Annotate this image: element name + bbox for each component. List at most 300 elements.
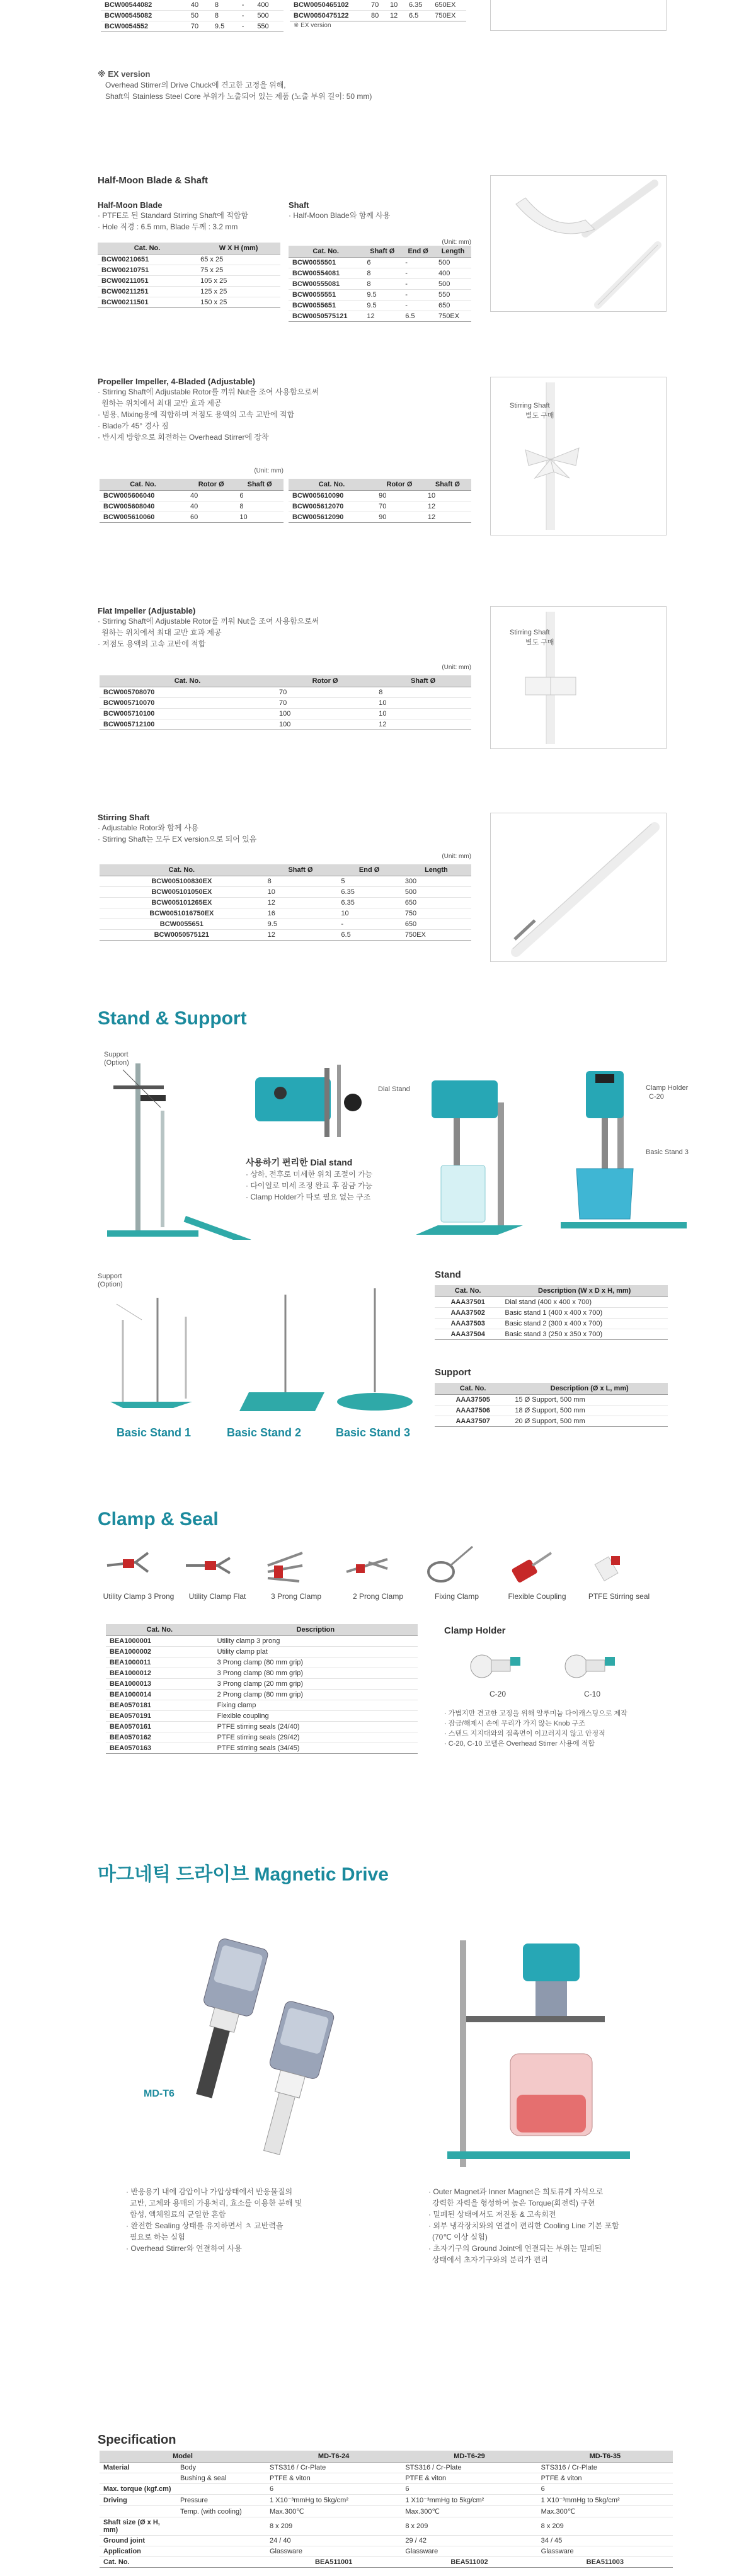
table-row bbox=[98, 255, 280, 265]
dial-stand-line-2: · 다이얼로 미세 조정 완료 후 잠금 가능 bbox=[246, 1181, 373, 1190]
table-cell: BCW00210651 bbox=[98, 255, 197, 265]
table-cell: 2 Prong clamp (80 mm grip) bbox=[214, 1690, 418, 1700]
table-cell: 12 bbox=[424, 501, 471, 512]
table-cell: 125 x 25 bbox=[197, 287, 280, 297]
flat-table bbox=[100, 675, 471, 730]
table-header-row bbox=[289, 479, 471, 491]
table-cell: 3 Prong clamp (80 mm grip) bbox=[214, 1657, 418, 1668]
flat-unit: (Unit: mm) bbox=[442, 664, 471, 671]
stand-table-title: Stand bbox=[435, 1269, 461, 1280]
table-header-cell: Shaft Ø bbox=[375, 675, 471, 687]
table-header-cell: Cat. No. bbox=[435, 1383, 511, 1395]
table-row bbox=[100, 698, 471, 709]
table-cell: 650 bbox=[401, 919, 471, 930]
table-cell: BCW00554081 bbox=[289, 268, 363, 279]
table-row bbox=[435, 1329, 668, 1340]
table-row bbox=[289, 311, 471, 322]
clamp-table bbox=[106, 1624, 418, 1754]
table-row bbox=[289, 290, 471, 301]
table-cell: 18 Ø Support, 500 mm bbox=[511, 1405, 668, 1416]
clamp-item-label-4: 2 Prong Clamp bbox=[352, 1592, 404, 1601]
table-cell: 550 bbox=[435, 290, 471, 301]
table-cell: 15 Ø Support, 500 mm bbox=[511, 1395, 668, 1405]
table-cell: BEA1000014 bbox=[106, 1690, 214, 1700]
basic-stand-1-label: Basic Stand 1 bbox=[117, 1426, 192, 1439]
table-cell: BCW0050575121 bbox=[289, 311, 363, 322]
spec-group-cell: Driving bbox=[100, 2495, 176, 2506]
ex-version-line-1: Overhead Stirrer의 Drive Chuck에 견고한 고정을 위해, bbox=[105, 81, 286, 89]
table-cell: BCW00211051 bbox=[98, 276, 197, 287]
table-cell: BEA0570161 bbox=[106, 1722, 214, 1732]
table-cell: BCW005608040 bbox=[100, 501, 186, 512]
clamp-section-title: Clamp & Seal bbox=[98, 1509, 219, 1530]
table-cell: AAA37503 bbox=[435, 1319, 501, 1329]
flat-line-2: 원하는 위치에서 최대 교반 효과 제공 bbox=[101, 628, 222, 637]
table-cell: 750 bbox=[401, 908, 471, 919]
clamp-item-label-5: Fixing Clamp bbox=[434, 1592, 479, 1601]
stirring-unit: (Unit: mm) bbox=[442, 853, 471, 860]
dial-stand-photo bbox=[243, 1058, 369, 1140]
table-cell: 10 bbox=[375, 698, 471, 709]
table-header-row bbox=[435, 1285, 668, 1297]
halfmoon-shaft-block bbox=[289, 200, 471, 322]
table-cell: AAA37504 bbox=[435, 1329, 501, 1340]
table-cell: Dial stand (400 x 400 x 700) bbox=[501, 1297, 668, 1308]
clamp-item-label-3: 3 Prong Clamp bbox=[270, 1592, 322, 1601]
table-header-cell: Cat. No. bbox=[435, 1285, 501, 1297]
table-row bbox=[106, 1690, 418, 1700]
spec-value-cell: 34 / 45 bbox=[537, 2536, 673, 2546]
table-cell: 8 bbox=[363, 268, 401, 279]
table-cell: BCW0050465102 bbox=[290, 0, 367, 11]
spec-group-cell: Shaft size (Ø x H, mm) bbox=[100, 2517, 176, 2536]
table-header-cell: Rotor Ø bbox=[275, 675, 375, 687]
table-cell: BEA1000001 bbox=[106, 1636, 214, 1647]
table-cell: 500 bbox=[401, 887, 471, 898]
top-table-right-wrap bbox=[290, 0, 466, 30]
table-cell: 6.35 bbox=[337, 887, 401, 898]
spec-model-header: Model bbox=[100, 2451, 266, 2463]
table-cell: 750EX bbox=[435, 311, 471, 322]
table-row bbox=[289, 268, 471, 279]
table-header-row bbox=[100, 864, 471, 876]
clamp-holder-images bbox=[454, 1644, 655, 1701]
table-row bbox=[100, 919, 471, 930]
table-cell: BEA1000011 bbox=[106, 1657, 214, 1668]
table-cell: 12 bbox=[264, 898, 338, 908]
spec-row bbox=[100, 2557, 673, 2568]
table-row bbox=[100, 930, 471, 941]
table-cell: BCW0055651 bbox=[100, 919, 264, 930]
dial-stand-title: 사용하기 편리한 Dial stand bbox=[246, 1157, 353, 1167]
magnetic-left-line-6: · Overhead Stirrer와 연결하여 사용 bbox=[126, 2244, 242, 2253]
spec-value-cell: 1 X10⁻³mmHg to 5kg/cm² bbox=[401, 2495, 537, 2506]
table-cell: PTFE stirring seals (24/40) bbox=[214, 1722, 418, 1732]
table-cell: BCW0050575121 bbox=[100, 930, 264, 941]
magnetic-left-line-1: · 반응용기 내에 감압이나 가압상태에서 반응물질의 bbox=[126, 2187, 293, 2196]
stirring-line-1: · Adjustable Rotor와 함께 사용 bbox=[98, 823, 199, 832]
table-cell: 6.35 bbox=[337, 898, 401, 908]
dial-stand-line-3: · Clamp Holder가 따로 필요 없는 구조 bbox=[246, 1193, 371, 1201]
clamp-holder-line-3: · 스탠드 지지대와의 접촉면이 이끄러지지 않고 안정적 bbox=[444, 1730, 605, 1737]
top-table-right bbox=[290, 0, 466, 21]
table-cell: BCW005710070 bbox=[100, 698, 275, 709]
table-cell: BCW00210751 bbox=[98, 265, 197, 276]
table-cell: Utility clamp plat bbox=[214, 1647, 418, 1657]
spec-value-cell: PTFE & viton bbox=[537, 2473, 673, 2484]
halfmoon-illustration bbox=[491, 176, 666, 311]
table-row bbox=[289, 258, 471, 268]
spec-row bbox=[100, 2546, 673, 2557]
propeller-block bbox=[98, 377, 476, 443]
table-cell: BCW005610060 bbox=[100, 512, 186, 523]
magnetic-left-line-5: 필요로 하는 실험 bbox=[130, 2233, 185, 2241]
clamp-holder-line-2: · 잠금/해제시 손에 무리가 가지 않는 Knob 구조 bbox=[444, 1720, 585, 1727]
halfmoon-shaft-line-1: · Half-Moon Blade와 함께 사용 bbox=[289, 211, 391, 220]
spec-value-cell: Glassware bbox=[401, 2546, 537, 2557]
table-cell: BEA1000013 bbox=[106, 1679, 214, 1690]
table-header-cell: End Ø bbox=[337, 864, 401, 876]
magnetic-drive-photo bbox=[132, 1928, 359, 2173]
stand-photo-right bbox=[378, 1058, 706, 1247]
table-row bbox=[290, 11, 466, 21]
table-cell: - bbox=[401, 258, 435, 268]
magnetic-right-line-1: · Outer Magnet과 Inner Magnet은 희토류계 자석으로 bbox=[428, 2187, 604, 2196]
table-header-cell: Cat. No. bbox=[100, 479, 186, 491]
table-header-row bbox=[100, 675, 471, 687]
table-cell: 6.5 bbox=[405, 11, 431, 21]
table-cell: 8 bbox=[375, 687, 471, 698]
spec-value-cell: Glassware bbox=[537, 2546, 673, 2557]
table-cell: 100 bbox=[275, 709, 375, 719]
table-cell: 650 bbox=[435, 301, 471, 311]
table-row bbox=[106, 1668, 418, 1679]
table-cell: AAA37505 bbox=[435, 1395, 511, 1405]
table-row bbox=[106, 1732, 418, 1743]
table-row bbox=[106, 1679, 418, 1690]
table-cell: 650 bbox=[401, 898, 471, 908]
halfmoon-blade-title: Half-Moon Blade bbox=[98, 200, 163, 210]
table-cell: 750EX bbox=[401, 930, 471, 941]
table-cell: 8 bbox=[211, 0, 238, 11]
stand-table bbox=[435, 1285, 668, 1340]
table-cell: Basic stand 2 (300 x 400 x 700) bbox=[501, 1319, 668, 1329]
spec-label-cell bbox=[176, 2517, 266, 2536]
spec-row bbox=[100, 2463, 673, 2473]
dial-stand-with-support-drawing bbox=[98, 1051, 261, 1240]
table-header-cell: Cat. No. bbox=[100, 675, 275, 687]
table-cell: 65 x 25 bbox=[197, 255, 280, 265]
table-cell: 40 bbox=[187, 0, 211, 11]
table-header-cell: Length bbox=[401, 864, 471, 876]
table-cell: BCW00555081 bbox=[289, 279, 363, 290]
table-cell: BCW00545082 bbox=[101, 11, 187, 21]
table-cell: AAA37507 bbox=[435, 1416, 511, 1427]
table-cell: BCW005100830EX bbox=[100, 876, 264, 887]
table-cell: 40 bbox=[186, 501, 236, 512]
spec-label-cell: Temp. (with cooling) bbox=[176, 2506, 266, 2517]
magnetic-left-desc bbox=[126, 2186, 391, 2254]
table-row bbox=[101, 11, 284, 21]
table-row bbox=[435, 1319, 668, 1329]
support-option-label-1: Support bbox=[104, 1051, 129, 1058]
table-cell: 12 bbox=[375, 719, 471, 730]
table-cell: 9.5 bbox=[211, 21, 238, 32]
table-cell: BCW005712100 bbox=[100, 719, 275, 730]
magnetic-right-line-6: · 초자기구의 Ground Joint에 연결되는 부위는 밀폐된 bbox=[428, 2244, 602, 2253]
table-cell: - bbox=[337, 919, 401, 930]
spec-label-cell: Pressure bbox=[176, 2495, 266, 2506]
table-cell: BCW005606040 bbox=[100, 491, 186, 501]
top-ex-note: ※ EX version bbox=[294, 22, 331, 29]
table-cell: 550 bbox=[253, 21, 284, 32]
spec-label-cell bbox=[176, 2536, 266, 2546]
table-cell: - bbox=[238, 0, 254, 11]
support2-option-label-1: Support bbox=[98, 1273, 122, 1280]
basic-stands-drawing bbox=[98, 1273, 425, 1424]
spec-value-cell: PTFE & viton bbox=[266, 2473, 401, 2484]
table-cell: BCW005612070 bbox=[289, 501, 375, 512]
stirring-line-2: · Stirring Shaft는 모두 EX version으로 되어 있음 bbox=[98, 835, 257, 844]
spec-value-cell: 8 x 209 bbox=[537, 2517, 673, 2536]
spec-value-cell: STS316 / Cr-Plate bbox=[537, 2463, 673, 2473]
table-cell: AAA37501 bbox=[435, 1297, 501, 1308]
table-row bbox=[106, 1711, 418, 1722]
table-cell: 12 bbox=[386, 11, 405, 21]
flat-line-3: · 저점도 용액의 고속 교반에 적합 bbox=[98, 639, 206, 648]
spec-value-cell: Max.300℃ bbox=[401, 2506, 537, 2517]
table-cell: 50 bbox=[187, 11, 211, 21]
table-cell: BEA1000002 bbox=[106, 1647, 214, 1657]
stirring-title: Stirring Shaft bbox=[98, 813, 150, 822]
spec-table bbox=[100, 2451, 673, 2568]
clamp-holder-c10-label: C-10 bbox=[583, 1690, 600, 1698]
spec-header-row bbox=[100, 2451, 673, 2463]
basic-stand-3-name: Basic Stand 3 bbox=[336, 1426, 411, 1439]
table-cell: 8 bbox=[363, 279, 401, 290]
spec-value-cell: 6 bbox=[266, 2484, 401, 2495]
table-header-cell: Cat. No. bbox=[289, 479, 375, 491]
table-cell: BCW005710100 bbox=[100, 709, 275, 719]
dial-stand-line-1: · 상하, 전후로 미세한 위치 조절이 가능 bbox=[246, 1170, 373, 1179]
spec-group-cell: Material bbox=[100, 2463, 176, 2473]
clamp-holder-line-4: · C-20, C-10 모델은 Overhead Stirrer 사용에 적합 bbox=[444, 1740, 595, 1748]
magnetic-right-line-7: 상태에서 초자기구와의 분리가 편리 bbox=[432, 2255, 548, 2264]
spec-label-cell bbox=[176, 2546, 266, 2557]
table-header-row bbox=[435, 1383, 668, 1395]
table-row bbox=[106, 1700, 418, 1711]
spec-value-cell: PTFE & viton bbox=[401, 2473, 537, 2484]
table-header-cell: Cat. No. bbox=[289, 246, 363, 258]
table-row bbox=[289, 501, 471, 512]
stirring-image bbox=[490, 813, 667, 962]
table-cell: BCW005101265EX bbox=[100, 898, 264, 908]
propeller-line-3: · 범용, Mixing용에 적합하며 저점도 용액의 고속 교반에 적합 bbox=[98, 410, 295, 419]
stand-section-title: Stand & Support bbox=[98, 1008, 247, 1029]
support2-option-label-2: (Option) bbox=[98, 1281, 123, 1288]
table-row bbox=[100, 501, 284, 512]
table-cell: 12 bbox=[264, 930, 338, 941]
table-cell: - bbox=[401, 290, 435, 301]
table-cell: 20 Ø Support, 500 mm bbox=[511, 1416, 668, 1427]
spec-row bbox=[100, 2517, 673, 2536]
table-cell: 6 bbox=[363, 258, 401, 268]
spec-value-cell: 29 / 42 bbox=[401, 2536, 537, 2546]
table-cell: 60 bbox=[186, 512, 236, 523]
halfmoon-title: Half-Moon Blade & Shaft bbox=[98, 175, 208, 186]
basic-stands-illustration bbox=[98, 1273, 425, 1443]
table-cell: 500 bbox=[435, 258, 471, 268]
propeller-table-left bbox=[100, 479, 284, 523]
magnetic-drive-drawing bbox=[132, 1928, 359, 2173]
table-row bbox=[106, 1647, 418, 1657]
spec-row bbox=[100, 2506, 673, 2517]
table-cell: - bbox=[238, 21, 254, 32]
halfmoon-unit: (Unit: mm) bbox=[442, 239, 471, 246]
magnetic-right-line-2: 강력한 자력을 형성하여 높은 Torque(회전력) 구현 bbox=[432, 2199, 595, 2207]
table-cell: AAA37506 bbox=[435, 1405, 511, 1416]
table-header-row bbox=[289, 246, 471, 258]
table-row bbox=[435, 1405, 668, 1416]
table-header-cell: W X H (mm) bbox=[197, 243, 280, 255]
spec-value-cell: STS316 / Cr-Plate bbox=[266, 2463, 401, 2473]
table-cell: 10 bbox=[375, 709, 471, 719]
table-cell: BCW00211251 bbox=[98, 287, 197, 297]
halfmoon-shaft-title: Shaft bbox=[289, 200, 309, 210]
spec-title: Specification bbox=[98, 2433, 176, 2447]
table-cell: BCW005610090 bbox=[289, 491, 375, 501]
table-cell: 10 bbox=[236, 512, 284, 523]
table-header-cell: Description bbox=[214, 1624, 418, 1636]
table-row bbox=[100, 719, 471, 730]
propeller-img-label-2: 별도 구매 bbox=[525, 412, 554, 420]
table-header-cell: Shaft Ø bbox=[264, 864, 338, 876]
spec-row bbox=[100, 2495, 673, 2506]
table-cell: Basic stand 3 (250 x 350 x 700) bbox=[501, 1329, 668, 1340]
table-header-cell: Shaft Ø bbox=[236, 479, 284, 491]
table-cell: BCW0055551 bbox=[289, 290, 363, 301]
table-cell: 80 bbox=[367, 11, 386, 21]
spec-label-cell: Bushing & seal bbox=[176, 2473, 266, 2484]
table-cell: Flexible coupling bbox=[214, 1711, 418, 1722]
table-cell: 3 Prong clamp (80 mm grip) bbox=[214, 1668, 418, 1679]
clamp-item-label-1: Utility Clamp 3 Prong bbox=[103, 1592, 175, 1601]
propeller-line-5: · 반시계 방향으로 회전하는 Overhead Stirrer에 장착 bbox=[98, 433, 269, 442]
flat-img-label-1: Stirring Shaft bbox=[510, 629, 550, 636]
table-cell: BCW005708070 bbox=[100, 687, 275, 698]
support-table-title: Support bbox=[435, 1367, 471, 1378]
spec-label-cell bbox=[176, 2484, 266, 2495]
table-row bbox=[98, 276, 280, 287]
table-cell: 40 bbox=[186, 491, 236, 501]
table-header-cell: Cat. No. bbox=[106, 1624, 214, 1636]
table-cell: BEA0570162 bbox=[106, 1732, 214, 1743]
halfmoon-blade-table bbox=[98, 243, 280, 308]
halfmoon-blade-line-1: · PTFE로 된 Standard Stirring Shaft에 적합함 bbox=[98, 211, 248, 220]
table-row bbox=[100, 887, 471, 898]
propeller-unit: (Unit: mm) bbox=[254, 467, 284, 474]
dial-stand-label: Dial Stand bbox=[378, 1085, 410, 1093]
table-row bbox=[101, 0, 284, 11]
stirring-illustration bbox=[491, 813, 666, 961]
halfmoon-image bbox=[490, 175, 667, 312]
table-cell: 10 bbox=[264, 887, 338, 898]
table-row bbox=[98, 297, 280, 308]
table-row bbox=[435, 1416, 668, 1427]
table-header-cell: Cat. No. bbox=[100, 864, 264, 876]
magnetic-right-line-4: · 외부 냉각장치와의 연결이 편리한 Cooling Line 기본 포함 bbox=[428, 2221, 619, 2230]
table-cell: 9.5 bbox=[363, 290, 401, 301]
table-cell: - bbox=[401, 301, 435, 311]
table-cell: BCW0055501 bbox=[289, 258, 363, 268]
clamp-item-label-6: Flexible Coupling bbox=[508, 1592, 566, 1601]
basic-stand-2-label: Basic Stand 2 bbox=[227, 1426, 302, 1439]
propeller-line-1: · Stirring Shaft에 Adjustable Rotor를 끼워 Nut을 조여 사용함으로써 bbox=[98, 387, 319, 396]
table-cell: 500 bbox=[253, 11, 284, 21]
table-row bbox=[100, 709, 471, 719]
table-row bbox=[290, 0, 466, 11]
table-cell: 8 bbox=[264, 876, 338, 887]
spec-value-cell: 8 x 209 bbox=[266, 2517, 401, 2536]
ex-version-title: ※ EX version bbox=[98, 69, 151, 79]
magnetic-left-line-4: · 완전한 Sealing 상태를 유지하면서 ㅊ 교반력을 bbox=[126, 2221, 284, 2230]
magnetic-model-label: MD-T6 bbox=[144, 2088, 175, 2099]
table-cell: 400 bbox=[435, 268, 471, 279]
table-cell: BCW0051016750EX bbox=[100, 908, 264, 919]
halfmoon-shaft-table bbox=[289, 246, 471, 322]
table-cell: 90 bbox=[375, 491, 424, 501]
spec-value-cell: Glassware bbox=[266, 2546, 401, 2557]
spec-group-cell: Ground joint bbox=[100, 2536, 176, 2546]
table-cell: Fixing clamp bbox=[214, 1700, 418, 1711]
table-header-row bbox=[106, 1624, 418, 1636]
clamp-item-label-2: Utility Clamp Flat bbox=[188, 1592, 246, 1601]
spec-value-cell: 1 X10⁻³mmHg to 5kg/cm² bbox=[266, 2495, 401, 2506]
ex-version-block bbox=[98, 69, 476, 102]
table-cell: AAA37502 bbox=[435, 1308, 501, 1319]
clamp-holder-label-1: Clamp Holder bbox=[646, 1084, 689, 1092]
table-cell: BCW00544082 bbox=[101, 0, 187, 11]
spec-value-cell: BEA511003 bbox=[537, 2557, 673, 2568]
table-cell: 90 bbox=[375, 512, 424, 523]
magnetic-right-line-5: (70℃ 이상 실험) bbox=[432, 2233, 488, 2241]
spec-value-cell: BEA511002 bbox=[401, 2557, 537, 2568]
stand-illustration-1 bbox=[98, 1051, 261, 1240]
propeller-title: Propeller Impeller, 4-Bladed (Adjustable) bbox=[98, 377, 255, 386]
spec-value-cell: Max.300℃ bbox=[537, 2506, 673, 2517]
table-cell: BCW005612090 bbox=[289, 512, 375, 523]
table-row bbox=[98, 265, 280, 276]
halfmoon-blade-block bbox=[98, 200, 280, 308]
propeller-img-label-1: Stirring Shaft bbox=[510, 402, 550, 409]
table-cell: 70 bbox=[275, 687, 375, 698]
table-header-cell: Description (W x D x H, mm) bbox=[501, 1285, 668, 1297]
table-cell: - bbox=[401, 268, 435, 279]
stirring-block bbox=[98, 813, 476, 845]
support-table bbox=[435, 1383, 668, 1427]
spec-value-cell: 1 X10⁻³mmHg to 5kg/cm² bbox=[537, 2495, 673, 2506]
spec-group-cell bbox=[100, 2473, 176, 2484]
reactor-drawing bbox=[435, 1934, 643, 2173]
spec-value-cell: 6 bbox=[537, 2484, 673, 2495]
spec-row bbox=[100, 2473, 673, 2484]
table-cell: 16 bbox=[264, 908, 338, 919]
propeller-image bbox=[490, 377, 667, 535]
spec-value-cell: Max.300℃ bbox=[266, 2506, 401, 2517]
table-row bbox=[289, 279, 471, 290]
table-cell: - bbox=[401, 279, 435, 290]
spec-value-cell: STS316 / Cr-Plate bbox=[401, 2463, 537, 2473]
